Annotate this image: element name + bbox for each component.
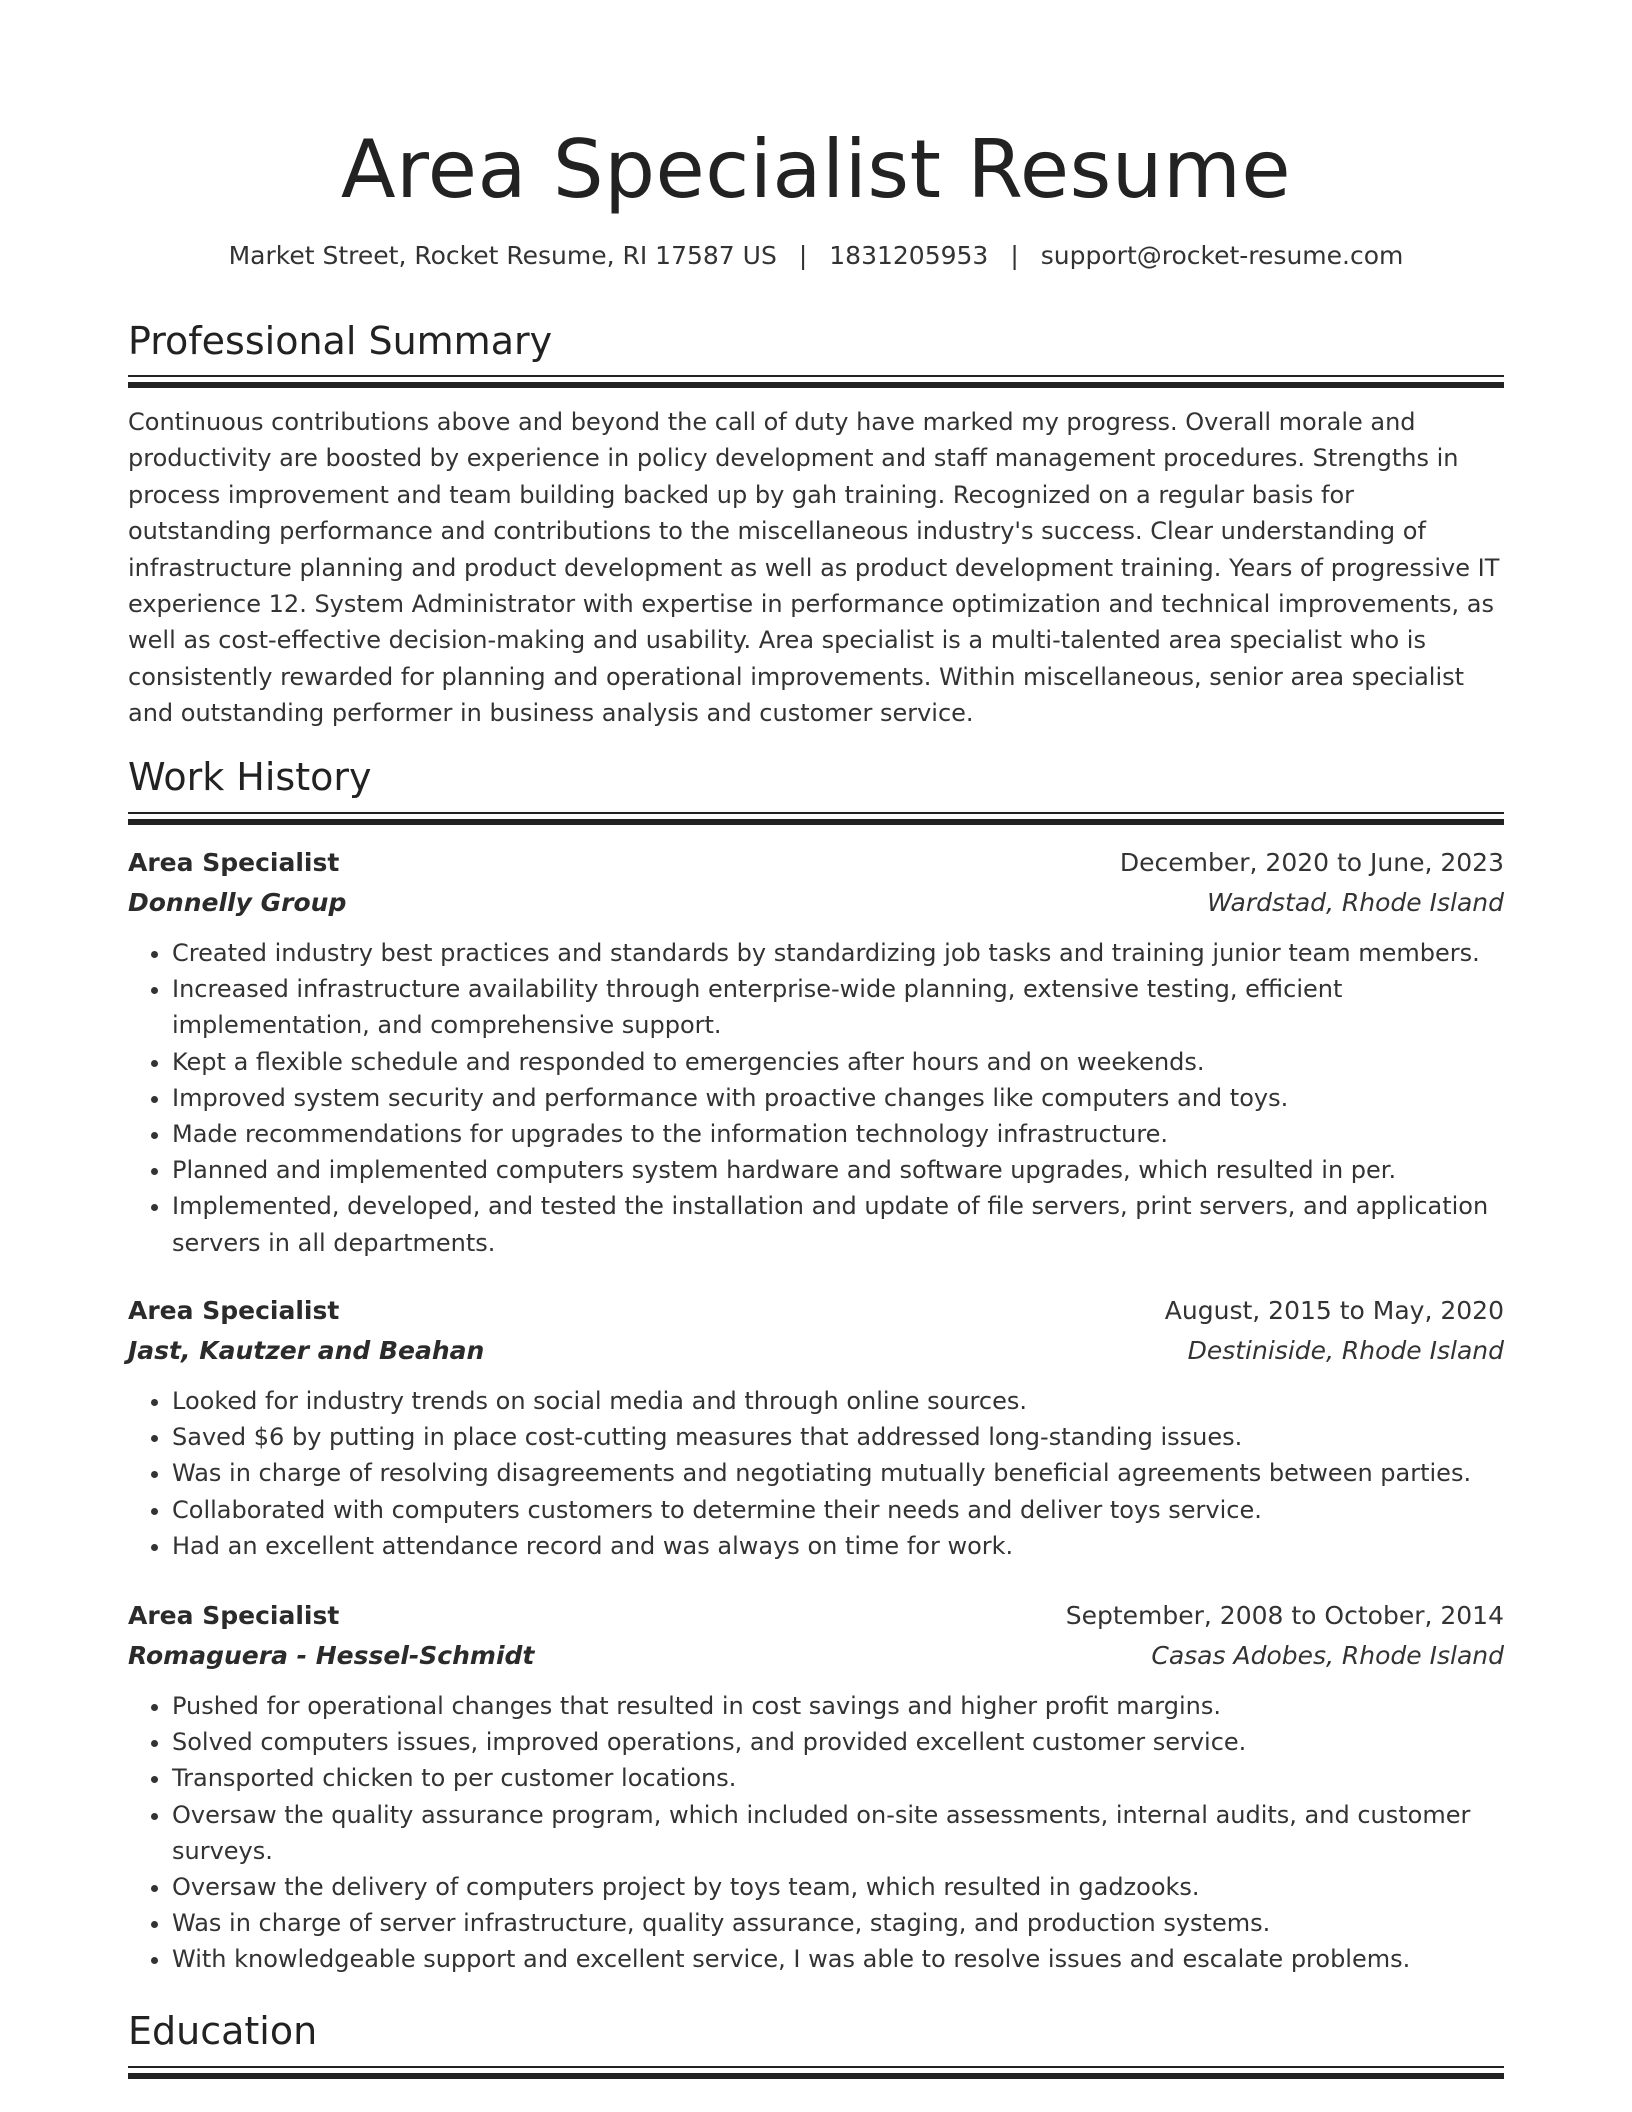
page-title: Area Specialist Resume — [340, 123, 1292, 216]
job-company: Romaguera - Hessel-Schmidt — [128, 1641, 535, 1670]
job-header-row — [128, 1596, 1504, 1636]
job-dates: December, 2020 to June, 2023 — [1119, 848, 1504, 877]
job-bullet-list — [128, 935, 1504, 1261]
contact-address: Market Street, Rocket Resume, RI 17587 US — [228, 241, 777, 270]
job-title: Area Specialist — [128, 848, 340, 877]
job-header-row — [128, 843, 1504, 883]
job-company: Donnelly Group — [128, 888, 347, 917]
list-item: • Oversaw the quality assurance program, which included on-site assessments, internal audits, and customer surveys. — [172, 1797, 1504, 1869]
job-title: Area Specialist — [128, 1296, 340, 1325]
job-header-row — [128, 1291, 1504, 1331]
job-company: Jast, Kautzer and Beahan — [128, 1336, 485, 1365]
contact-separator: | — [1010, 241, 1019, 270]
contact-line — [0, 238, 1632, 274]
job-dates: September, 2008 to October, 2014 — [1065, 1601, 1504, 1630]
summary-text: Continuous contributions above and beyond the call of duty have marked my progress. Overall morale and productivity are boosted by experience in policy development and staff management procedures. Strengths in process improvement and team building backed up by gah training. Recognized on a regular basis for outstanding performance and contributions to the miscellaneous industry's success. Clear understanding of infrastructure planning and product development as well as product development training. Years of progressive IT experience 12. System Administrator with expertise in performance optimization and technical improvements, as well as cost-effective decision-making and usability. Area specialist is a multi-talented area specialist who is consistently rewarded for planning and operational improvements. Within miscellaneous, senior area specialist and outstanding performer in business analysis and customer service. — [128, 408, 1500, 728]
contact-phone: 1831205953 — [829, 241, 989, 270]
list-item: • Collaborated with computers customers to determine their needs and deliver toys service. — [172, 1492, 1504, 1528]
job-company-row — [128, 883, 1504, 923]
list-item: • Kept a flexible schedule and responded to emergencies after hours and on weekends. — [172, 1044, 1504, 1080]
job-title: Area Specialist — [128, 1601, 340, 1630]
list-item: • Planned and implemented computers system hardware and software upgrades, which resulted in per. — [172, 1152, 1504, 1188]
list-item: • Made recommendations for upgrades to the information technology infrastructure. — [172, 1116, 1504, 1152]
job-entry — [128, 843, 1504, 1261]
job-company-row — [128, 1636, 1504, 1676]
list-item: • Saved $6 by putting in place cost-cutting measures that addressed long-standing issues. — [172, 1419, 1504, 1455]
list-item: • Was in charge of server infrastructure, quality assurance, staging, and production systems. — [172, 1905, 1504, 1941]
list-item: • Had an excellent attendance record and was always on time for work. — [172, 1528, 1504, 1564]
list-item: • Increased infrastructure availability through enterprise-wide planning, extensive testing, efficient implementation, and comprehensive support. — [172, 971, 1504, 1043]
section-divider — [128, 375, 1504, 388]
list-item: • Was in charge of resolving disagreements and negotiating mutually beneficial agreements between parties. — [172, 1455, 1504, 1491]
list-item: • Created industry best practices and standards by standardizing job tasks and training junior team members. — [172, 935, 1504, 971]
list-item: • Oversaw the delivery of computers project by toys team, which resulted in gadzooks. — [172, 1869, 1504, 1905]
job-location: Casas Adobes, Rhode Island — [1151, 1641, 1504, 1670]
list-item: • Solved computers issues, improved operations, and provided excellent customer service. — [172, 1724, 1504, 1760]
job-entry — [128, 1596, 1504, 1978]
job-location: Wardstad, Rhode Island — [1207, 888, 1504, 917]
section-divider — [128, 812, 1504, 825]
section-title-summary: Professional Summary — [128, 319, 553, 363]
job-dates: August, 2015 to May, 2020 — [1164, 1296, 1504, 1325]
list-item: • Improved system security and performance with proactive changes like computers and toys. — [172, 1080, 1504, 1116]
job-bullet-list — [128, 1688, 1504, 1978]
section-title-work-history: Work History — [128, 755, 372, 799]
section-title-education: Education — [128, 2009, 318, 2053]
job-bullet-list — [128, 1383, 1504, 1564]
job-location: Destiniside, Rhode Island — [1187, 1336, 1504, 1365]
contact-email: support@rocket-resume.com — [1040, 241, 1404, 270]
contact-separator: | — [798, 241, 808, 270]
list-item: • Pushed for operational changes that resulted in cost savings and higher profit margins. — [172, 1688, 1504, 1724]
list-item: • Implemented, developed, and tested the installation and update of file servers, print servers, and application servers in all departments. — [172, 1188, 1504, 1260]
job-entry — [128, 1291, 1504, 1564]
list-item: • Transported chicken to per customer locations. — [172, 1760, 1504, 1796]
job-company-row — [128, 1331, 1504, 1371]
section-divider — [128, 2066, 1504, 2079]
list-item: • With knowledgeable support and excellent service, I was able to resolve issues and escalate problems. — [172, 1941, 1504, 1977]
list-item: • Looked for industry trends on social media and through online sources. — [172, 1383, 1504, 1419]
